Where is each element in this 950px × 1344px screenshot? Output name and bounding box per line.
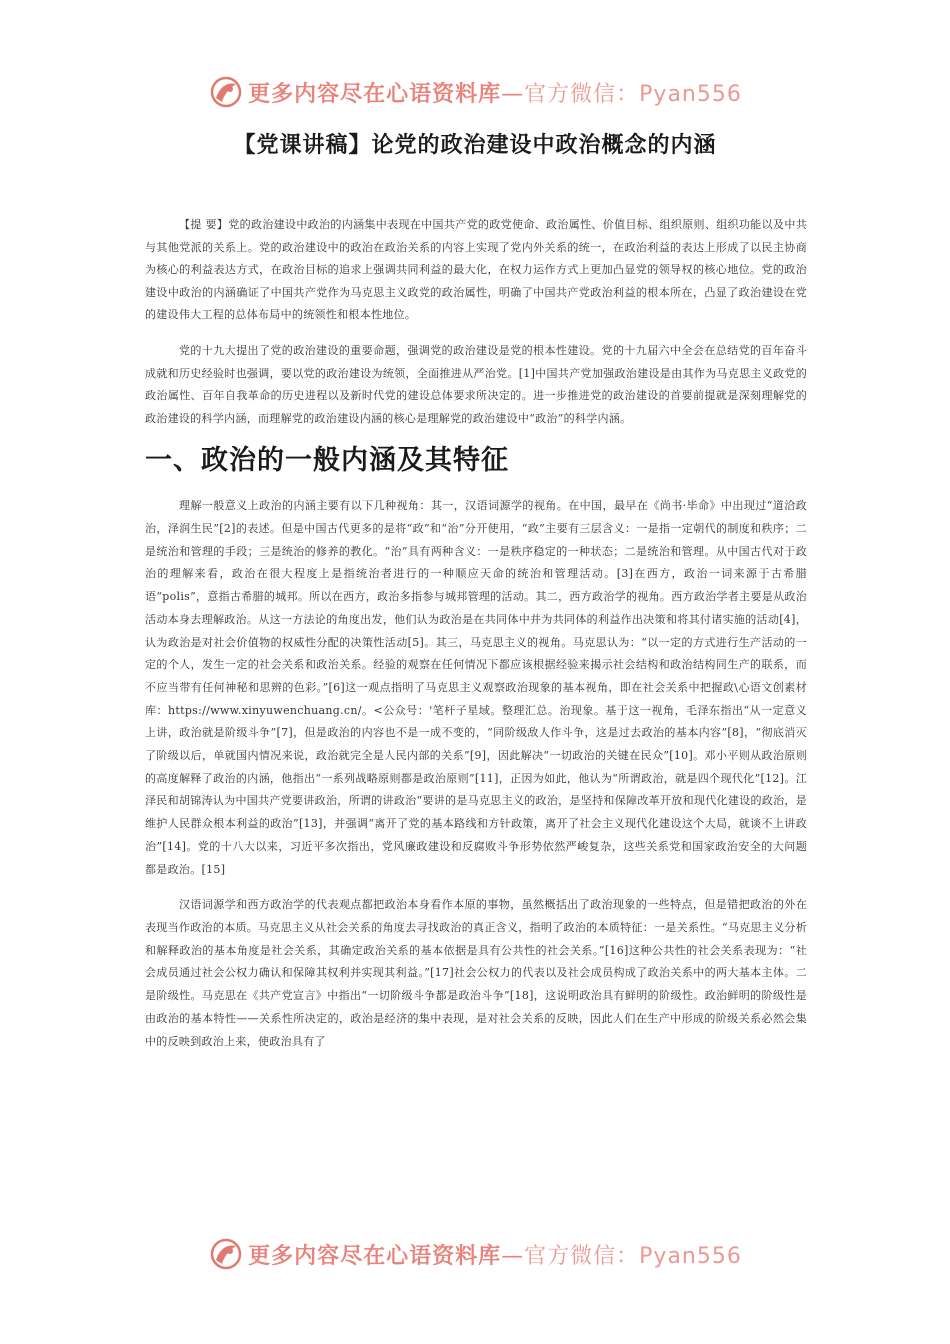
- intro-paragraph: 党的十九大提出了党的政治建设的重要命题，强调党的政治建设是党的根本性建设。党的十九届六中全会在总结党的百年奋斗成就和历史经验时也强调，要以党的政治建设为统领，全面推进从严治党。[1]中国共产党加强政治建设是由其作为马克思主义政党的政治属性、百年自我革命的历史进程以及新时代党的建设总体要求所决定的。进一步推进党的政治建设的首要前提就是深刻理解党的政治建设的科学内涵，而理解党的政治建设内涵的核心是理解党的政治建设中“政治”的科学内涵。: [145, 343, 807, 425]
- page-title: 【党课讲稿】论党的政治建设中政治概念的内涵: [233, 133, 717, 158]
- watermark-separator: —: [501, 81, 525, 107]
- watermark-text: [248, 77, 742, 108]
- section-heading: 一、政治的一般内涵及其特征: [145, 445, 509, 477]
- watermark-main: 更多内容尽在心语资料库: [248, 1243, 502, 1269]
- brand-logo-icon: [208, 74, 244, 110]
- section-paragraph-1: 理解一般意义上政治的内涵主要有以下几种视角：其一，汉语词源学的视角。在中国，最早在《尚书·毕命》中出现过“道洽政治，泽润生民”[2]的表述。但是中国古代更多的是将“政”和“治”分开使用，“政”主要有三层含义：一是指一定朝代的制度和秩序；二是统治和管理的手段；三是统治的修养的教化。“治”具有两种含义：一是秩序稳定的一种状态；二是统治和管理。从中国古代对于政治的理解来看，政治在很大程度上是指统治者进行的一种顺应天命的统治和管理活动。[3]在西方，政治一词来源于古希腊语“polis”，意指古希腊的城邦。所以在西方，政治多指参与城邦管理的活动。其二，西方政治学的视角。西方政治学者主要是从政治活动本身去理解政治。从这一方法论的角度出发，他们认为政治是在共同体中并为共同体的利益作出决策和将其付诸实施的活动[4]，认为政治是对社会价值物的权威性分配的决策性活动[5]。其三，马克思主义的视角。马克思认为：“以一定的方式进行生产活动的一定的个人，发生一定的社会关系和政治关系。经验的观察在任何情况下都应该根据经验来揭示社会结构和政治结构同生产的联系，而不应当带有任何神秘和思辨的色彩。”[6]这一观点指明了马克思主义观察政治现象的基本视角，即在社会关系中把握政\心语文创素材库：https://www.xinyuwenchuang.cn/。<公众号：'笔杆子星域。整理汇总。治现象。基于这一视角，毛泽东指出“从一定意义上讲，政治就是阶级斗争”[7]，但是政治的内容也不是一成不变的，“同阶级敌人作斗争，这是过去政治的基本内容”[8]，“彻底消灭了阶级以后，单就国内情况来说，政治就完全是人民内部的关系”[9]，因此解决“一切政治的关键在民众”[10]。邓小平则从政治原则的高度解释了政治的内涵，他指出“一系列战略原则都是政治原则”[11]，正因为如此，他认为“所谓政治，就是四个现代化”[12]。江泽民和胡锦涛认为中国共产党要讲政治，所谓的讲政治“要讲的是马克思主义的政治，是坚持和保障改革开放和现代化建设的政治，是维护人民群众根本利益的政治”[13]，并强调“离开了党的基本路线和方针政策，离开了社会主义现代化建设这个大局，就谈不上讲政治”[14]。党的十八大以来，习近平多次指出，党风廉政建设和反腐败斗争形势依然严峻复杂，这些关系党和国家政治安全的大问题都是政治。[15]: [145, 499, 807, 876]
- brand-logo-icon: [208, 1236, 244, 1272]
- watermark-wechat: 官方微信：Pyan556: [524, 1243, 742, 1269]
- watermark-separator: —: [501, 1243, 525, 1269]
- section-paragraph-2: 汉语词源学和西方政治学的代表观点都把政治本身看作本原的事物，虽然概括出了政治现象的一些特点，但是错把政治的外在表现当作政治的本质。马克思主义从社会关系的角度去寻找政治的真正含义，指明了政治的本质特征：一是关系性。“马克思主义分析和解释政治的基本角度是社会关系，其确定政治关系的基本依据是具有公共性的社会关系。”[16]这种公共性的社会关系表现为：“社会成员通过社会公权力确认和保障其权利并实现其利益。”[17]社会公权力的代表以及社会成员构成了政治关系中的两大基本主体。二是阶级性。马克思在《共产党宣言》中指出“一切阶级斗争都是政治斗争”[18]，这说明政治具有鲜明的阶级性。政治鲜明的阶级性是由政治的基本特性——关系性所决定的，政治是经济的集中表现，是对社会关系的反映，因此人们在生产中形成的阶级关系必然会集中的反映到政治上来，使政治具有了: [145, 898, 807, 1048]
- watermark-footer: [0, 1236, 950, 1272]
- watermark-wechat: 官方微信：Pyan556: [524, 81, 742, 107]
- watermark-main: 更多内容尽在心语资料库: [248, 81, 502, 107]
- watermark-header: [0, 74, 950, 110]
- document-body: [145, 214, 807, 1066]
- abstract-paragraph: 【提 要】党的政治建设中政治的内涵集中表现在中国共产党的政党使命、政治属性、价值目标、组织原则、组织功能以及中共与其他党派的关系上。党的政治建设中的政治在政治关系的内容上实现了党内外关系的统一，在政治利益的表达上形成了以民主协商为核心的利益表达方式，在政治目标的追求上强调共同利益的最大化，在权力运作方式上更加凸显党的领导权的核心地位。党的政治建设中政治的内涵确证了中国共产党作为马克思主义政党的政治属性，明确了中国共产党政治利益的根本所在，凸显了政治建设在党的建设伟大工程的总体布局中的统领性和根本性地位。: [145, 218, 807, 322]
- watermark-text: [248, 1239, 742, 1270]
